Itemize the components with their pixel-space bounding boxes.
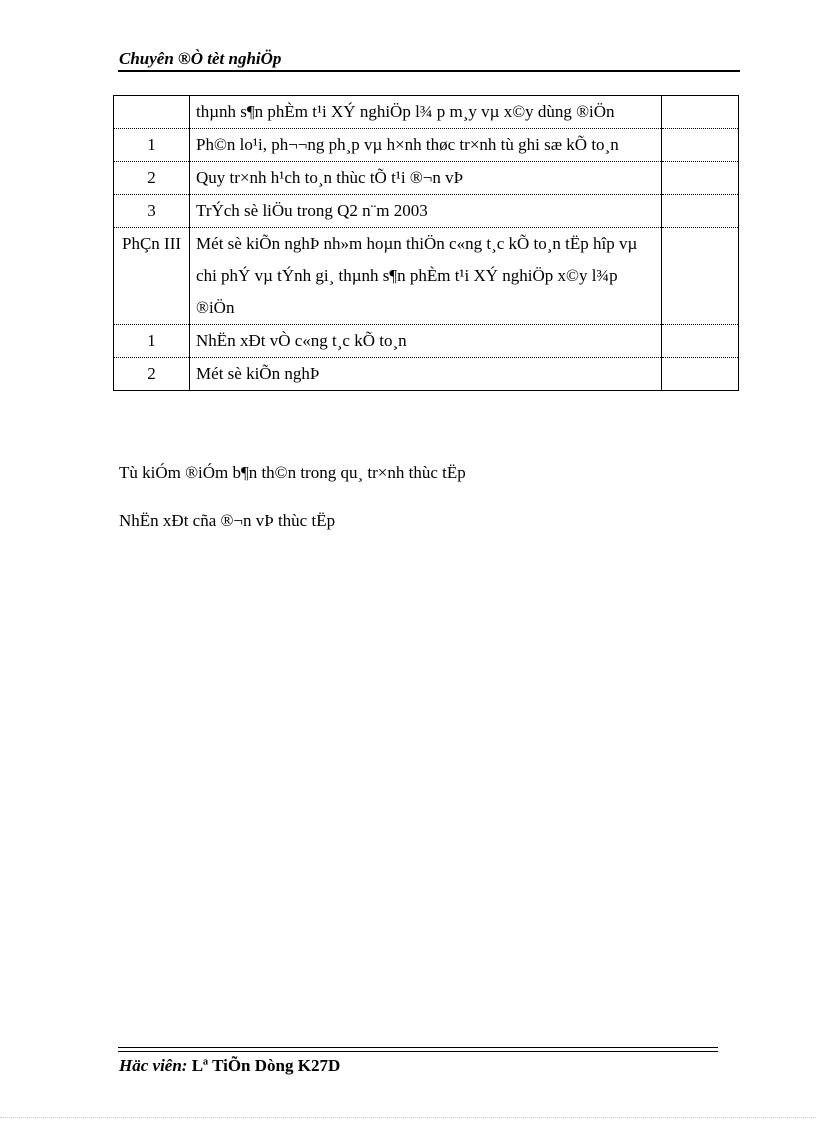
- row-number: 2: [114, 162, 190, 195]
- table-row: [114, 228, 739, 325]
- row-title: thµnh s¶n phÈm t¹i XÝ nghiÖp l¾ p m¸y vµ x©y dùng ®iÖn: [190, 96, 662, 129]
- row-number: PhÇn III: [114, 228, 190, 325]
- table-of-contents: [113, 95, 739, 391]
- row-number: 3: [114, 195, 190, 228]
- row-number: 1: [114, 325, 190, 358]
- table-row: [114, 195, 739, 228]
- table-row: [114, 325, 739, 358]
- footer-rule: [118, 1047, 718, 1052]
- row-title: Quy tr×nh h¹ch to¸n thùc tÕ t¹i ®¬n vÞ: [190, 162, 662, 195]
- row-page: [661, 325, 738, 358]
- table-row: [114, 162, 739, 195]
- row-page: [661, 162, 738, 195]
- student-label: Häc viên:: [119, 1056, 188, 1075]
- row-title: Ph©n lo¹i, ph¬¬ng ph¸p vµ h×nh thøc tr×nh tù ghi sæ kÕ to¸n: [190, 129, 662, 162]
- table-row: [114, 96, 739, 129]
- row-number: [114, 96, 190, 129]
- row-number: 1: [114, 129, 190, 162]
- row-number: 2: [114, 358, 190, 391]
- row-title: NhËn xÐt vÒ c«ng t¸c kÕ to¸n: [190, 325, 662, 358]
- row-page: [661, 96, 738, 129]
- self-assessment-line: Tù kiÓm ®iÓm b¶n th©n trong qu¸ tr×nh thùc tËp: [119, 463, 466, 482]
- row-page: [661, 228, 738, 325]
- page-bottom-dotted-line: [0, 1117, 816, 1118]
- unit-remarks-line: NhËn xÐt cña ®¬n vÞ thùc tËp: [119, 511, 336, 530]
- header-rule: [118, 70, 740, 72]
- row-page: [661, 195, 738, 228]
- student-name: Lª TiÕn Dòng K27D: [187, 1056, 341, 1075]
- row-page: [661, 129, 738, 162]
- row-title: Mét sè kiÕn nghÞ: [190, 358, 662, 391]
- page-header-title: Chuyên ®Ò tèt nghiÖp: [119, 49, 282, 68]
- row-page: [661, 358, 738, 391]
- table-row: [114, 129, 739, 162]
- row-title: Mét sè kiÕn nghÞ nh»m hoµn thiÖn c«ng t¸c kÕ to¸n tËp hîp vµ chi phÝ vµ tÝnh gi¸ thµnh s¶n phÈm t¹i XÝ nghiÖp x©y l¾p ®iÖn: [190, 228, 662, 325]
- page-footer: [119, 1056, 340, 1076]
- row-title: TrÝch sè liÖu trong Q2 n¨m 2003: [190, 195, 662, 228]
- table-row: [114, 358, 739, 391]
